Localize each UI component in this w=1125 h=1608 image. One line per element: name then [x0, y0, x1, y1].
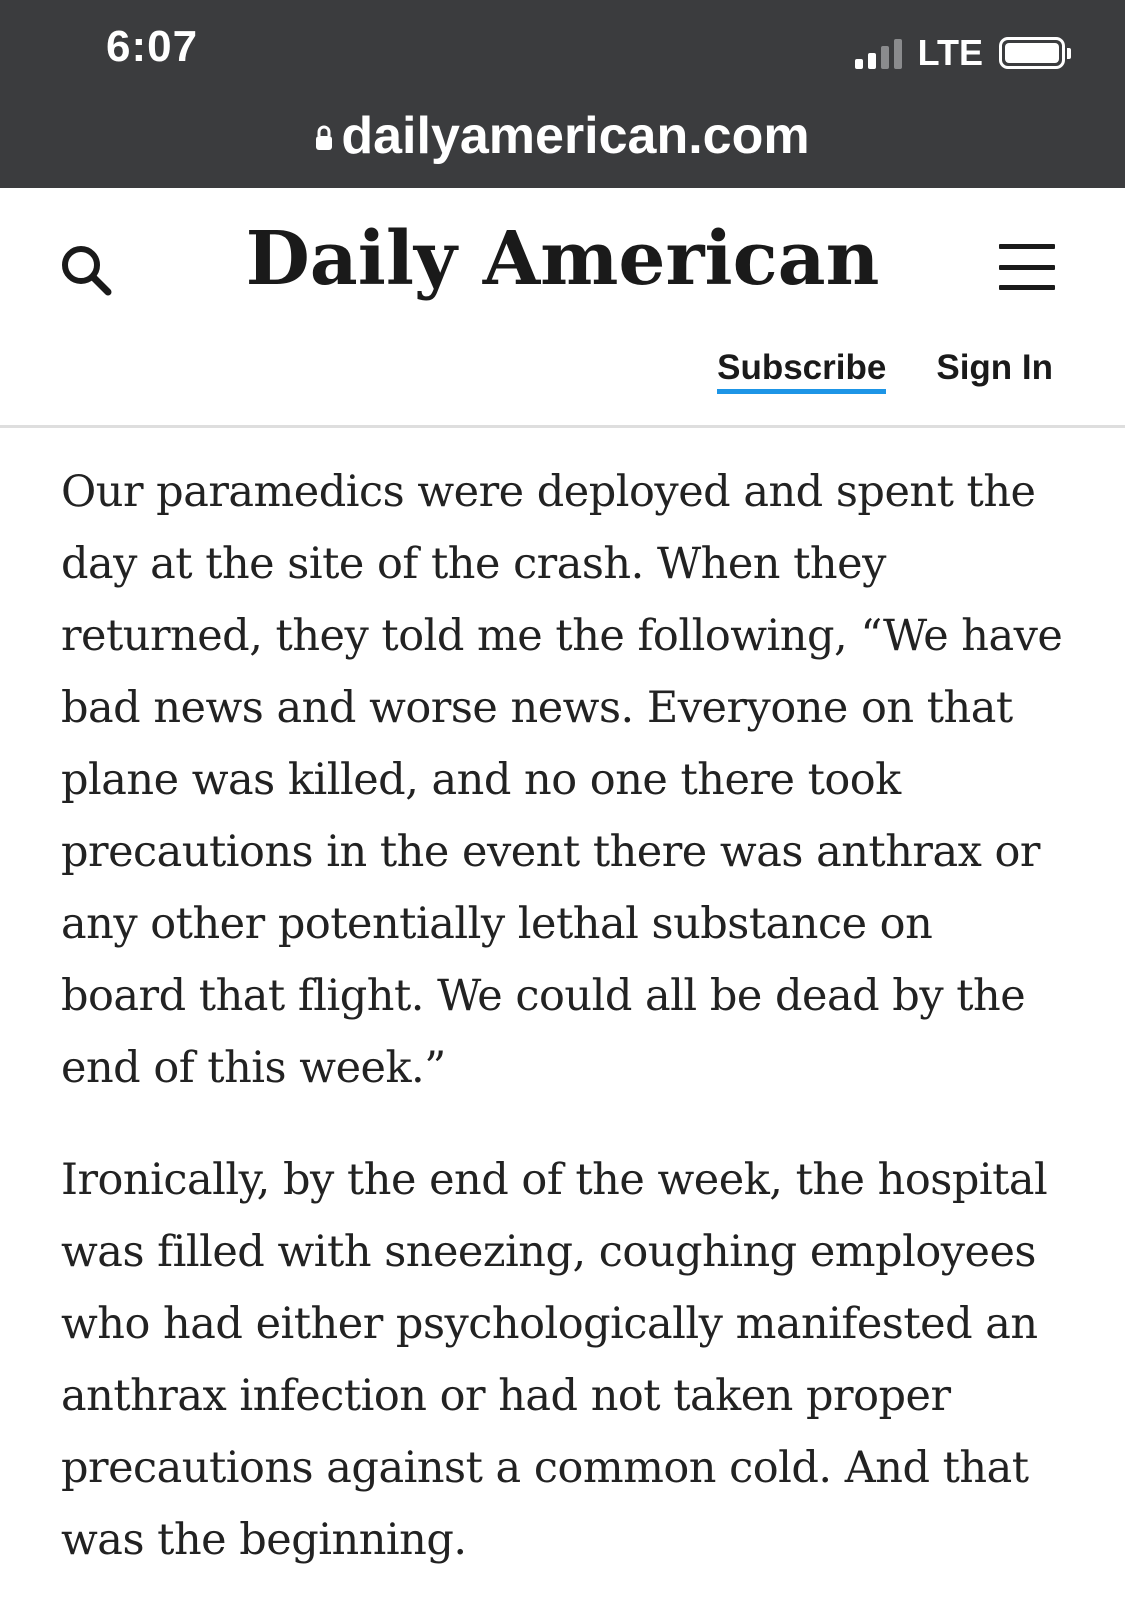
site-logo-title[interactable]: Daily American	[245, 216, 880, 302]
browser-status-bar	[0, 0, 1125, 188]
account-links	[717, 348, 1053, 394]
network-type: LTE	[917, 32, 983, 73]
cellular-signal-icon	[855, 37, 902, 69]
sign-in-link[interactable]: Sign In	[936, 348, 1053, 387]
article-paragraph: Ironically, by the end of the week, the hospital was filled with sneezing, coughing employees who had either psychologically manifested an anthrax infection or had not taken proper precautions against a common cold. And that was the beginning.	[61, 1155, 1048, 1565]
signal-bar	[894, 39, 902, 69]
battery-icon	[999, 37, 1065, 69]
subscribe-link[interactable]: Subscribe	[717, 348, 886, 394]
status-indicators	[855, 32, 1065, 74]
site-header	[0, 188, 1125, 428]
signal-bar	[868, 53, 876, 69]
signal-bar	[855, 59, 863, 69]
lock-icon	[315, 125, 333, 151]
status-time: 6:07	[106, 22, 199, 71]
signal-bar	[881, 46, 889, 69]
article-body	[0, 428, 1125, 1576]
battery-fill	[1005, 43, 1059, 63]
url-text: dailyamerican.com	[341, 107, 810, 165]
article-paragraph: Our paramedics were deployed and spent the day at the site of the crash. When they returned, they told me the following, “We have bad news and worse news. Everyone on that plane was killed, and no one there took precautions in the event there was anthrax or any other potentially lethal substance on board that flight. We could all be dead by the end of this week.”	[61, 467, 1063, 1093]
hamburger-menu-icon	[999, 244, 1055, 249]
battery-nub	[1067, 48, 1071, 59]
hamburger-menu-button[interactable]	[999, 244, 1055, 290]
hamburger-menu-icon	[999, 285, 1055, 290]
address-bar[interactable]	[0, 106, 1125, 166]
hamburger-menu-icon	[999, 265, 1055, 270]
